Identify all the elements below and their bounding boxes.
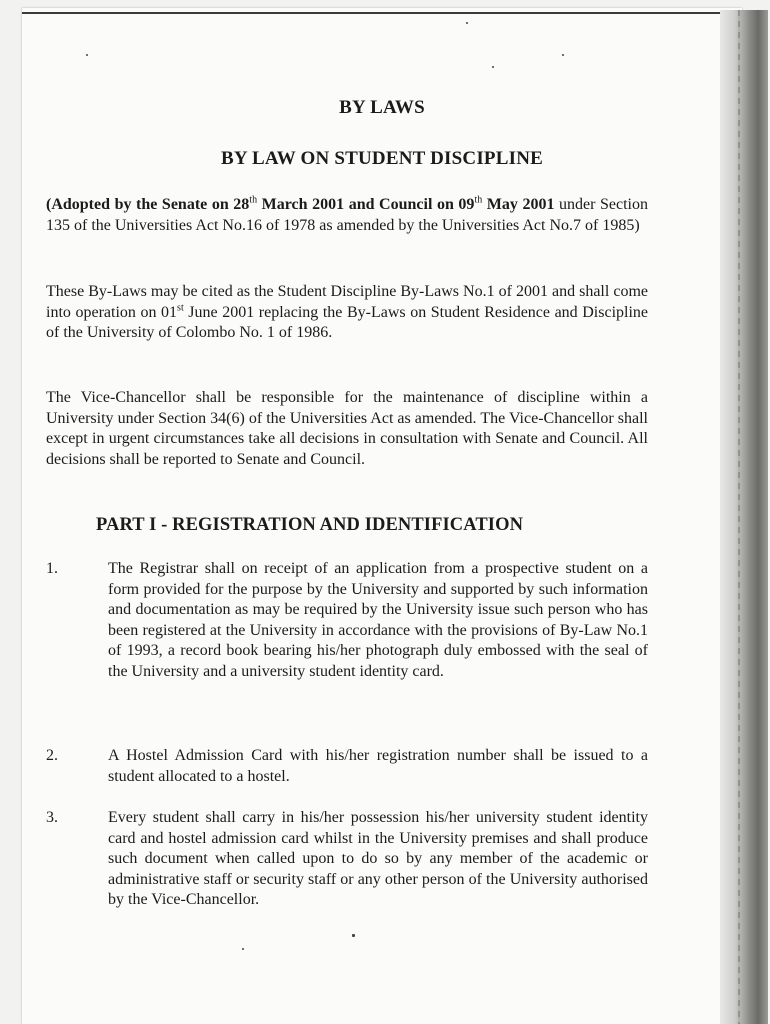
adoption-bold-b: March 2001 and Council on 09 bbox=[257, 196, 475, 213]
item-text: A Hostel Admission Card with his/her registration number shall be issued to a student allocated to a hostel. bbox=[108, 747, 648, 785]
citation-text-b: June 2001 replacing the By-Laws on Student Residence and Discipline of the University of Colombo No. 1 of 1986. bbox=[46, 303, 649, 341]
part-heading: PART I - REGISTRATION AND IDENTIFICATION bbox=[96, 515, 524, 535]
citation-text-a: These By-Laws may be cited as the Student Discipline By-Laws No.1 of 2001 and shall come into operation on 01 bbox=[46, 283, 648, 321]
citation-sup: st bbox=[177, 302, 184, 314]
item-number: 1. bbox=[46, 560, 58, 577]
top-rule bbox=[22, 12, 734, 14]
item-number: 3. bbox=[46, 809, 58, 826]
document-subtitle: BY LAW ON STUDENT DISCIPLINE bbox=[220, 148, 543, 169]
document-page bbox=[22, 8, 742, 1024]
book-binding-edge bbox=[720, 10, 768, 1024]
adoption-bold-c: May 2001 bbox=[482, 196, 555, 213]
adoption-rest: under Section 135 of the Universities Act No.16 of 1978 as amended by the Universities Act No.7 of 1985) bbox=[46, 196, 649, 234]
adoption-bold-a: (Adopted by the Senate on 28 bbox=[46, 196, 250, 213]
citation-paragraph bbox=[46, 282, 648, 344]
adoption-paragraph bbox=[46, 195, 648, 236]
item-text: Every student shall carry in his/her possession his/her university student identity card and hostel admission card whilst in the University premises and shall produce such document when called upon to do so by any member of the academic or administrative staff or security staff or any other person of the University authorised by the Vice-Chancellor. bbox=[108, 809, 648, 908]
adoption-sup-a: th bbox=[249, 194, 258, 206]
vice-chancellor-paragraph: The Vice-Chancellor shall be responsible for the maintenance of discipline within a University under Section 34(6) of the Universities Act as amended. The Vice-Chancellor shall except in urgent circumstances take all decisions in consultation with Senate and Council. All decisions shall be reported to Senate and Council. bbox=[46, 389, 648, 468]
document-title: BY LAWS bbox=[339, 97, 425, 118]
item-number: 2. bbox=[46, 747, 58, 764]
item-text: The Registrar shall on receipt of an application from a prospective student on a form provided for the purpose by the University and supported by such information and documentation as may be required by the University issue such person who has been registered at the University in accordance with the provisions of By-Law No.1 of 1993, a record book bearing his/her photograph duly embossed with the seal of the University and a university student identity card. bbox=[108, 560, 648, 680]
adoption-sup-b: th bbox=[474, 194, 483, 206]
